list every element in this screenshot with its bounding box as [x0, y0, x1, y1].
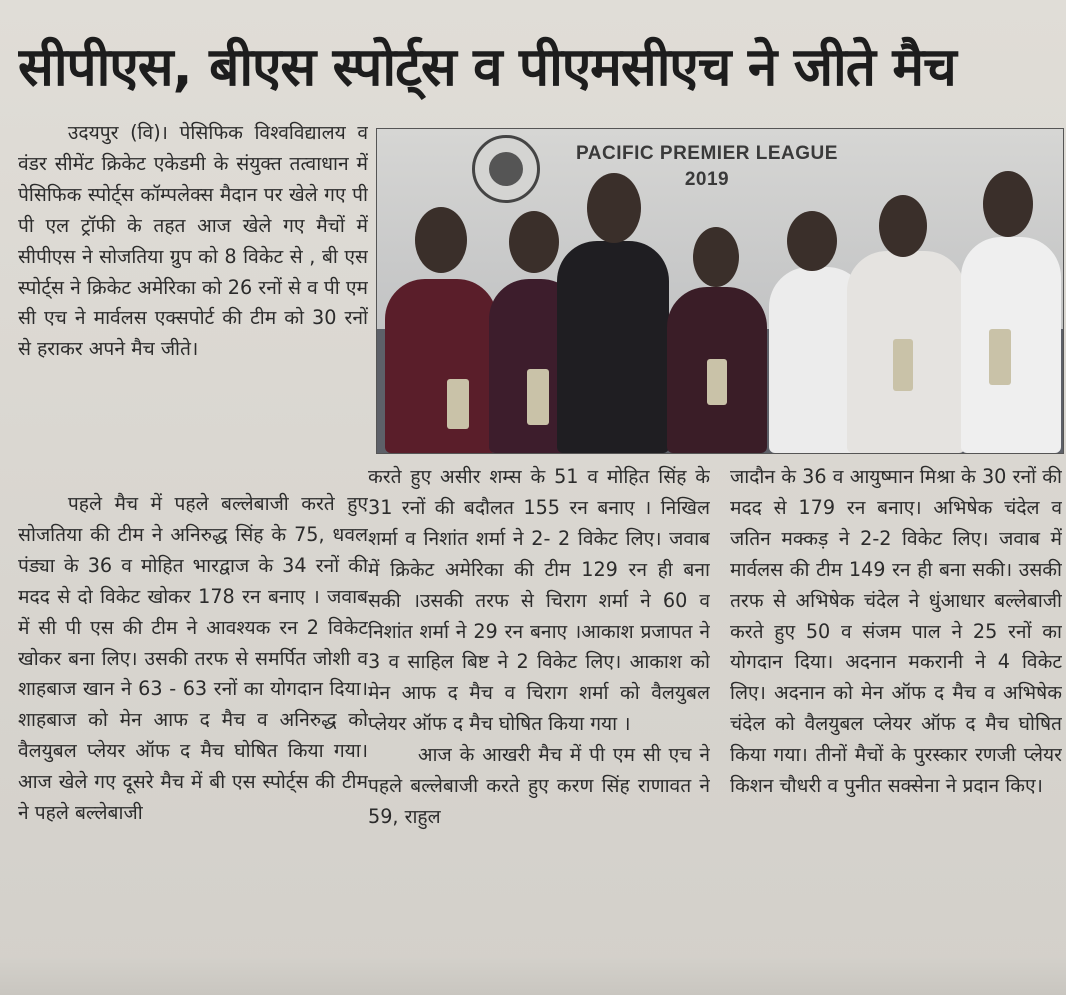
article-column-1-bottom [18, 489, 368, 959]
paragraph-intro: उदयपुर (वि)। पेसिफिक विश्वविद्यालय व वंडर सीमेंट क्रिकेट एकेडमी के संयुक्त तत्वाधान में पेसिफिक स्पोर्ट्स कॉम्पलेक्स मैदान पर खेले गए पी पी एल ट्रॉफी के तहत आज खेले गए मैचों में सीपीएस ने सोजतिया ग्रुप को 8 विकेट से , बी एस स्पोर्ट्स ने क्रिकेट अमेरिका को 26 रनों से व पी एम सी एच ने मार्वलस एक्सपोर्ट की टीम को 30 रनों से हराकर अपने मैच जीते। [18, 121, 368, 361]
article-column-2 [368, 462, 710, 957]
article-column-3 [730, 462, 1062, 957]
banner-title-line2: 2019 [684, 169, 730, 190]
article-column-1-top [18, 118, 368, 488]
paragraph-last-match-start: आज के आखरी मैच में पी एम सी एच ने पहले बल्लेबाजी करते हुए करण सिंह राणावत ने 59, राहुल [368, 743, 710, 828]
league-logo-icon [472, 135, 540, 203]
paragraph-last-match-end: जादौन के 36 व आयुष्मान मिश्रा के 30 रनों की मदद से 179 रन बनाए। अभिषेक चंदेल व जतिन मक्कड़ ने 2-2 विकेट लिए। जवाब में मार्वलस की टीम 149 रन ही बना सकी। उसकी तरफ से अभिषेक चंदेल ने धुंआधार बल्लेबाजी करते हुए 50 व संजम पाल ने 25 रनों का योगदान दिया। अदनान मकरानी ने 4 विकेट लिए। अदनान को मेन ऑफ द मैच व अभिषेक चंदेल को वैलयुबल प्लेयर ऑफ द मैच घोषित किया गया। तीनों मैचों के पुरस्कार रणजी प्लेयर किशन चौधरी व पुनीत सक्सेना ने प्रदान किए। [730, 465, 1062, 798]
paragraph-second-match: करते हुए असीर शम्स के 51 व मोहित सिंह के 31 रनों की बदौलत 155 रन बनाए । निखिल शर्मा व निशांत शर्मा ने 2- 2 विकेट लिए। जवाब में क्रिकेट अमेरिका की टीम 129 रन ही बना सकी ।उसकी तरफ से चिराग शर्मा ने 60 व निशांत शर्मा ने 29 रन बनाए ।आकाश प्रजापत ने 3 व साहिल बिष्ट ने 2 विकेट लिए। आकाश को मेन आफ द मैच व चिराग शर्मा को वैलयुबल प्लेयर ऑफ द मैच घोषित किया गया । [368, 465, 710, 736]
page-bottom-edge [0, 958, 1066, 995]
headline: सीपीएस, बीएस स्पोर्ट्स व पीएमसीएच ने जीते मैच [18, 37, 956, 98]
paragraph-first-match: पहले मैच में पहले बल्लेबाजी करते हुए सोजतिया की टीम ने अनिरुद्ध सिंह के 75, धवल पंड्या के 36 व मोहित भारद्वाज के 34 रनों की मदद से दो विकेट खोकर 178 रन बनाए । जवाब में सी पी एस की टीम ने आवश्यक रन 2 विकेट खोकर बना लिए। उसकी तरफ से समर्पित जोशी व शाहबाज खान ने 63 - 63 रनों का योगदान दिया। शाहबाज को मेन आफ द मैच व अनिरुद्ध को वैलयुबल प्लेयर ऑफ द मैच घोषित किया गया।आज खेले गए दूसरे मैच में बी एस स्पोर्ट्स की टीम ने पहले बल्लेबाजी [18, 492, 368, 825]
team-photo [376, 128, 1064, 454]
banner-title-line1: PACIFIC PREMIER LEAGUE [576, 143, 838, 164]
